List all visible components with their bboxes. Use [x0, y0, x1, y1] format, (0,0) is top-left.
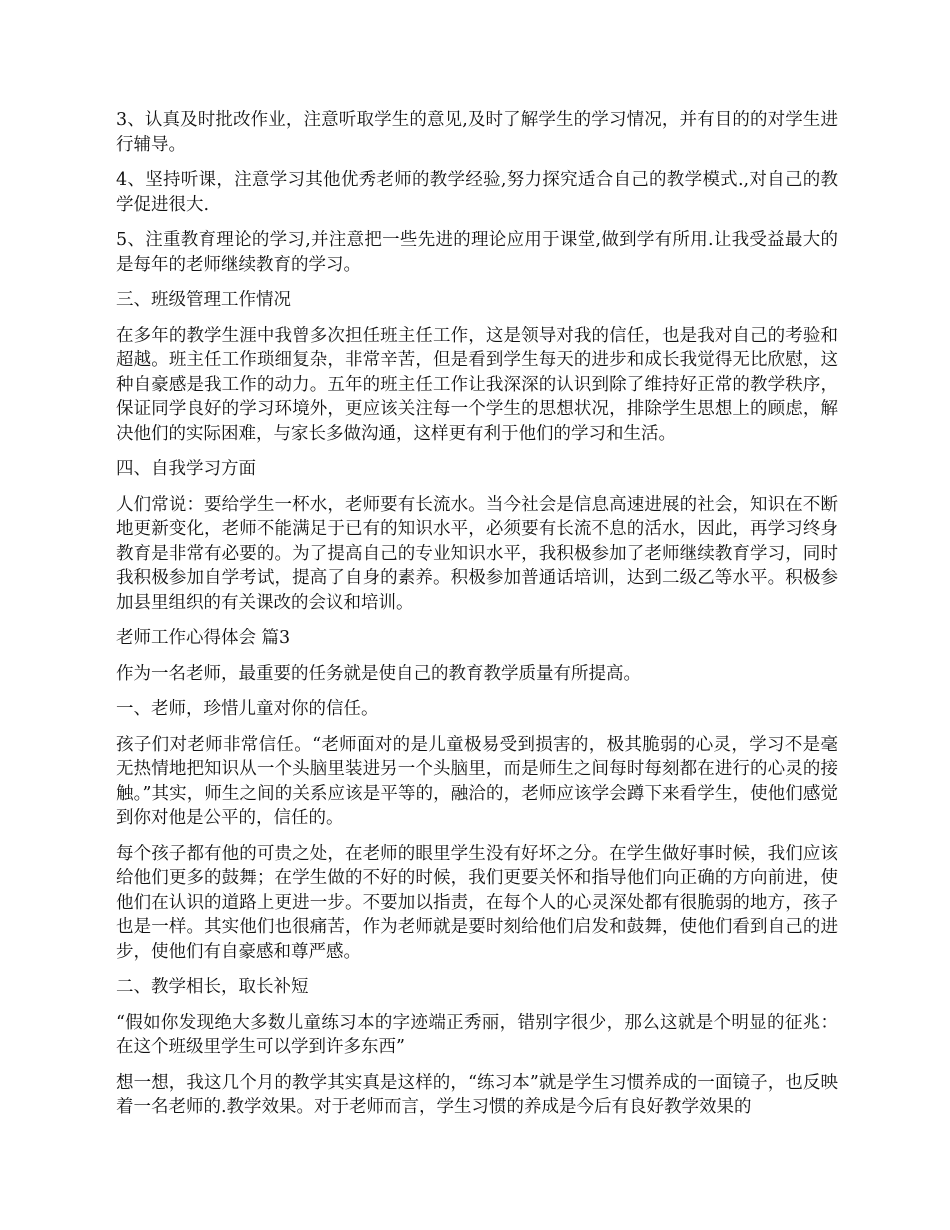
paragraph: “假如你发现绝大多数儿童练习本的字迹端正秀丽，错别字很少，那么这就是个明显的征兆：在这个班级里学生可以学到许多东西”: [116, 1012, 838, 1057]
section-heading: 一、老师，珍惜儿童对你的信任。: [116, 699, 379, 719]
section-heading: 四、自我学习方面: [116, 459, 256, 479]
paragraph: 想一想，我这几个月的教学其实真是这样的，“练习本”就是学生习惯养成的一面镜子，也反映着一名老师的.教学效果。对于老师而言，学生习惯的养成是今后有良好教学效果的: [116, 1072, 838, 1117]
paragraph: 每个孩子都有他的可贵之处，在老师的眼里学生没有好坏之分。在学生做好事时候，我们应该给他们更多的鼓舞；在学生做的不好的时候，我们更要关怀和指导他们向正确的方向前进，使他们在认识的道路上更进一步。不要加以指责，在每个人的心灵深处都有很脆弱的地方，孩子也是一样。其实他们也很痛苦，作为老师就是要时刻给他们启发和鼓舞，使他们看到自己的进步，使他们有自豪感和尊严感。: [116, 843, 838, 962]
paragraph: 作为一名老师，最重要的任务就是使自己的教育教学质量有所提高。: [116, 663, 641, 684]
paragraph: 3、认真及时批改作业，注意听取学生的意见,及时了解学生的学习情况，并有目的的对学生进行辅导。: [116, 110, 838, 155]
article-title: 老师工作心得体会 篇3: [116, 628, 291, 648]
paragraph: 5、注重教育理论的学习,并注意把一些先进的理论应用于课堂,做到学有所用.让我受益最大的是每年的老师继续教育的学习。: [116, 230, 838, 275]
document-page: [116, 108, 838, 1131]
section-heading: 二、教学相长，取长补短: [116, 977, 309, 997]
section-heading: 三、班级管理工作情况: [116, 290, 291, 310]
paragraph: 4、坚持听课，注意学习其他优秀老师的教学经验,努力探究适合自己的教学模式.,对自己的教学促进很大.: [116, 170, 838, 215]
paragraph: 在多年的教学生涯中我曾多次担任班主任工作，这是领导对我的信任，也是我对自己的考验和超越。班主任工作琐细复杂，非常辛苦，但是看到学生每天的进步和成长我觉得无比欣慰，这种自豪感是我工作的动力。五年的班主任工作让我深深的认识到除了维持好正常的教学秩序，保证同学良好的学习环境外，更应该关注每一个学生的思想状况，排除学生思想上的顾虑，解决他们的实际困难，与家长多做沟通，这样更有利于他们的学习和生活。: [116, 325, 838, 444]
paragraph: 孩子们对老师非常信任。“老师面对的是儿童极易受到损害的，极其脆弱的心灵，学习不是毫无热情地把知识从一个头脑里装进另一个头脑里，而是师生之间每时每刻都在进行的心灵的接触。”其实，师生之间的关系应该是平等的，融洽的，老师应该学会蹲下来看学生，使他们感觉到你对他是公平的，信任的。: [116, 734, 838, 828]
paragraph: 人们常说：要给学生一杯水，老师要有长流水。当今社会是信息高速进展的社会，知识在不断地更新变化，老师不能满足于已有的知识水平，必须要有长流不息的活水，因此，再学习终身教育是非常有必要的。为了提高自己的专业知识水平，我积极参加了老师继续教育学习，同时我积极参加自学考试，提高了自身的素养。积极参加普通话培训，达到二级乙等水平。积极参加县里组织的有关课改的会议和培训。: [116, 494, 838, 613]
